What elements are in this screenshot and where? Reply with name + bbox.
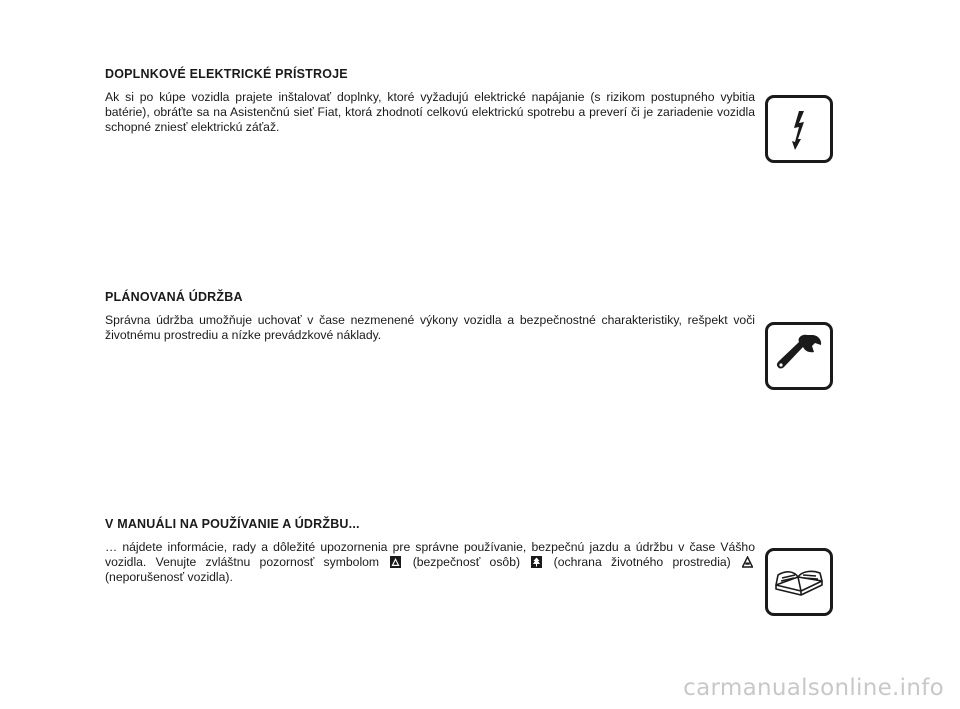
paragraph-text: (ochrana životného prostredia) [553,555,731,569]
vehicle-integrity-icon [742,556,753,568]
open-book-icon [765,548,833,616]
paragraph-text: (neporušenosť vozidla). [105,570,233,584]
section-scheduled-maintenance [105,290,755,343]
wrench-icon [765,322,833,390]
watermark-text: carmanualsonline.info [683,675,944,701]
environment-protection-icon [531,556,542,568]
section-paragraph [105,540,755,585]
paragraph-text: … nájdete informácie, rady a dôležité upozornenia pre správne používanie, bezpečnú jazdu a údržbu v čase Vášho vozidla. Venujte zvláštnu pozornosť symbolom [105,540,755,569]
section-paragraph: Ak si po kúpe vozidla prajete inštalovať doplnky, ktoré vyžadujú elektrické napájanie (s rizikom postupného vybitia batérie), obráťte sa na Asistenčnú sieť Fiat, ktorá zhodnotí celkovú elektrickú spotrebu a preverí či je zariadenie vozidla schopné zniesť elektrickú záťaž. [105,90,755,134]
section-heading: PLÁNOVANÁ ÚDRŽBA [105,290,243,304]
section-heading: DOPLNKOVÉ ELEKTRICKÉ PRÍSTROJE [105,67,348,81]
section-heading: V MANUÁLI NA POUŽÍVANIE A ÚDRŽBU... [105,517,360,531]
lightning-bolt-icon [765,95,833,163]
paragraph-text: (bezpečnosť osôb) [412,555,521,569]
section-manual-info [105,517,755,585]
warning-person-icon [390,556,401,568]
section-paragraph: Správna údržba umožňuje uchovať v čase nezmenené výkony vozidla a bezpečnostné charakteristiky, rešpekt voči životnému prostrediu a nízke prevádzkové náklady. [105,313,755,342]
section-electrical-accessories [105,67,755,135]
